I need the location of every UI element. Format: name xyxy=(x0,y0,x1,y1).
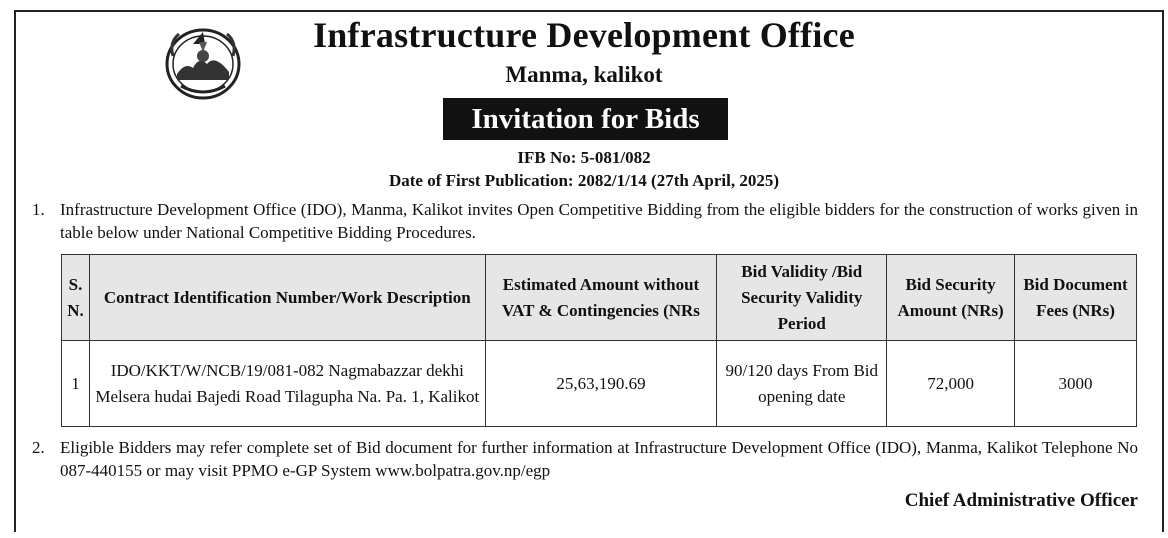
office-name: Infrastructure Development Office xyxy=(313,15,855,55)
header-validity: Bid Validity /Bid Security Validity Period xyxy=(717,255,887,341)
header-description: Contract Identification Number/Work Description xyxy=(89,255,485,341)
publication-date: Date of First Publication: 2082/1/14 (27th April, 2025) xyxy=(388,171,780,190)
cell-estimated-amount: 25,63,190.69 xyxy=(485,341,717,427)
signoff-title: Chief Administrative Officer xyxy=(904,490,1138,511)
paragraph-number: 2. xyxy=(32,438,45,457)
cell-document-fees: 3000 xyxy=(1015,341,1137,427)
cell-validity: 90/120 days From Bid opening date xyxy=(717,341,887,427)
table-row xyxy=(62,341,1137,427)
header-security-amount: Bid Security Amount (NRs) xyxy=(887,255,1015,341)
bid-table xyxy=(61,254,1137,427)
header-estimated-amount: Estimated Amount without VAT & Contingencies (NRs xyxy=(485,255,717,341)
notice-title-banner: Invitation for Bids xyxy=(443,98,728,140)
header-document-fees: Bid Document Fees (NRs) xyxy=(1015,255,1137,341)
cell-security-amount: 72,000 xyxy=(887,341,1015,427)
paragraph-number: 1. xyxy=(32,200,45,219)
cell-description: IDO/KKT/W/NCB/19/081-082 Nagmabazzar dekhi Melsera hudai Bajedi Road Tilagupha Na. Pa. 1, Kalikot xyxy=(89,341,485,427)
header-sn: S. N. xyxy=(62,255,90,341)
paragraph-2 xyxy=(32,436,1138,482)
paragraph-1 xyxy=(32,198,1138,244)
office-location: Manma, kalikot xyxy=(505,62,663,87)
paragraph-text: Eligible Bidders may refer complete set of Bid document for further information at Infrastructure Development Office (IDO), Manma, Kalikot Telephone No 087-440155 or may visit PPMO e-GP System www.bolpatra.gov.np/egp xyxy=(60,438,1138,480)
ifb-number: IFB No: 5-081/082 xyxy=(517,148,651,167)
paragraph-text: Infrastructure Development Office (IDO), Manma, Kalikot invites Open Competitive Bidding from the eligible bidders for the construction of works given in table below under National Competitive Bidding Procedures. xyxy=(60,200,1138,242)
table-header-row xyxy=(62,255,1137,341)
cell-sn: 1 xyxy=(62,341,90,427)
